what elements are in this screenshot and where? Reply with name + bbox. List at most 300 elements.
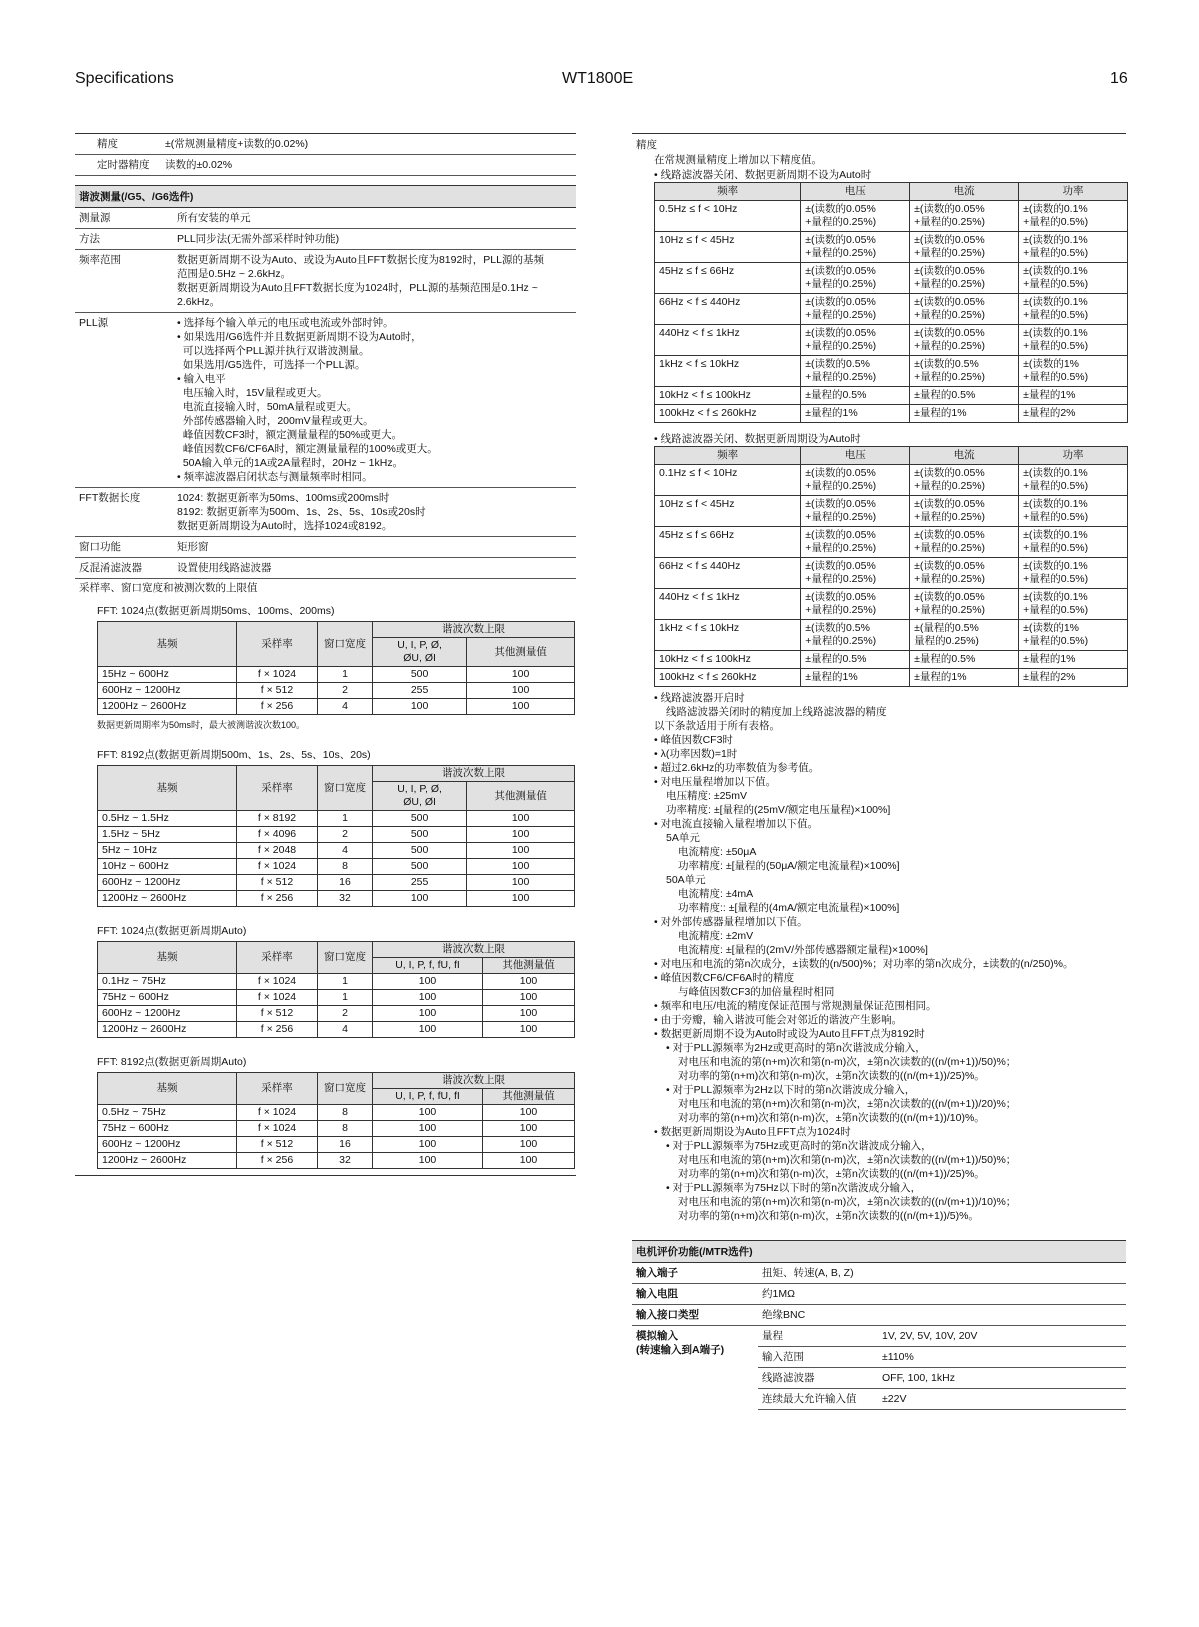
- table-cell: ±(读数的0.05% +量程的0.25%): [801, 558, 910, 589]
- fft-table-note: 数据更新周期率为50ms时，最大被测谐波次数100。: [97, 720, 306, 730]
- note-line: 电流精度: ±4mA: [678, 888, 754, 900]
- spec-value: [173, 208, 576, 229]
- analog-value: ±22V: [878, 1389, 1126, 1410]
- note-line: 功率精度: ±[量程的(25mV/额定电压量程)×100%]: [666, 804, 891, 816]
- table-cell: f × 1024: [237, 1105, 318, 1121]
- table-cell: 32: [318, 1153, 373, 1169]
- spec-label: 频率范围: [75, 250, 173, 313]
- table-row: [98, 699, 575, 715]
- accuracy-label: 精度: [636, 139, 657, 151]
- motor-row: [632, 1284, 1126, 1305]
- analog-value: 1V, 2V, 5V, 10V, 20V: [878, 1326, 1126, 1347]
- table-row: [655, 405, 1128, 423]
- table-cell: 600Hz ~ 1200Hz: [98, 1137, 237, 1153]
- accuracy-tables: [636, 167, 1122, 687]
- spec-line: 50A输入单元的1A或2A量程时，20Hz ~ 1kHz。: [177, 457, 404, 469]
- table-row: [98, 1105, 575, 1121]
- table-cell: 255: [373, 683, 467, 699]
- fft-table: [97, 1072, 575, 1169]
- table-cell: 1200Hz ~ 2600Hz: [98, 891, 237, 907]
- table-cell: ±(读数的0.1% +量程的0.5%): [1019, 465, 1128, 496]
- table-cell: 0.1Hz ≤ f < 10Hz: [655, 465, 801, 496]
- note-line: 功率精度: ±[量程的(50μA/额定电流量程)×100%]: [678, 860, 900, 872]
- header-section-title: Specifications: [75, 70, 174, 87]
- col-uip-header: U, I, P, Ø, ØU, ØI: [373, 782, 467, 811]
- spec-label: 反混淆滤波器: [75, 558, 173, 579]
- table-cell: f × 1024: [237, 667, 318, 683]
- table-cell: 45Hz ≤ f ≤ 66Hz: [655, 263, 801, 294]
- spec-line: 电压输入时，15V量程或更大。: [177, 387, 328, 399]
- table-cell: 600Hz ~ 1200Hz: [98, 683, 237, 699]
- spec-label: PLL源: [75, 313, 173, 488]
- table-cell: ±(读数的0.05% +量程的0.25%): [801, 496, 910, 527]
- col-base-header: 基频: [98, 622, 237, 667]
- table-cell: ±(读数的0.05% +量程的0.25%): [910, 201, 1019, 232]
- table-cell: 10Hz ≤ f < 45Hz: [655, 496, 801, 527]
- header-row: [98, 766, 575, 782]
- col-base-header: 基频: [98, 942, 237, 974]
- table-cell: 2: [318, 827, 373, 843]
- table-cell: 0.5Hz ≤ f < 10Hz: [655, 201, 801, 232]
- col-limit-header: 谐波次数上限: [373, 942, 575, 958]
- table-row: [98, 1022, 575, 1038]
- spec-value: [173, 313, 576, 488]
- table-cell: ±(读数的0.05% +量程的0.25%): [910, 232, 1019, 263]
- table-cell: 4: [318, 1022, 373, 1038]
- table-cell: ±量程的1%: [910, 669, 1019, 687]
- harmonic-section-title: 谐波测量(/G5、/G6选件): [75, 185, 576, 208]
- spec-line: 峰值因数CF6/CF6A时，额定测量量程的100%或更大。: [177, 443, 438, 455]
- table-cell: ±(读数的0.05% +量程的0.25%): [801, 232, 910, 263]
- col-other-header: 其他测量值: [467, 782, 575, 811]
- table-row: [655, 496, 1128, 527]
- table-cell: f × 256: [237, 699, 318, 715]
- table-cell: ±(读数的0.1% +量程的0.5%): [1019, 496, 1128, 527]
- fft-table: [97, 941, 575, 1038]
- note-line: 对电压和电流的第(n+m)次和第(n-m)次，±第n次读数的((n/(m+1))/10)%；: [678, 1196, 1017, 1208]
- table-cell: ±(读数的0.05% +量程的0.25%): [801, 527, 910, 558]
- left-column-end-rule: [75, 1175, 576, 1176]
- col-other-header: 其他测量值: [483, 1089, 575, 1105]
- motor-value: 约1MΩ: [758, 1284, 1126, 1305]
- spec-label: 方法: [75, 229, 173, 250]
- table-cell: 500: [373, 667, 467, 683]
- spec-row: [75, 134, 576, 155]
- table-row: [655, 669, 1128, 687]
- table-cell: 600Hz ~ 1200Hz: [98, 1006, 237, 1022]
- table-cell: 100: [467, 667, 575, 683]
- accuracy-block: [632, 133, 1126, 1226]
- accuracy-header-cell: 频率: [655, 183, 801, 201]
- table-cell: ±(读数的0.5% +量程的0.25%): [910, 356, 1019, 387]
- note-line: • 对于PLL源频率为75Hz以下时的第n次谐波成分输入，: [666, 1182, 922, 1194]
- spec-row: [75, 558, 576, 579]
- note-line: 50A单元: [666, 874, 706, 886]
- table-cell: 0.1Hz ~ 75Hz: [98, 974, 237, 990]
- motor-value: 绝缘BNC: [758, 1305, 1126, 1326]
- table-cell: 8: [318, 1121, 373, 1137]
- analog-value: OFF, 100, 1kHz: [878, 1368, 1126, 1389]
- table-row: [98, 1121, 575, 1137]
- motor-value: 扭矩、转速(A, B, Z): [758, 1263, 1126, 1284]
- table-cell: 100: [483, 990, 575, 1006]
- spec-line: • 频率滤波器启闭状态与测量频率时相同。: [177, 471, 373, 483]
- col-window-header: 窗口宽度: [318, 622, 373, 667]
- spec-line: 数据更新周期设为Auto时，选择1024或8192。: [177, 520, 393, 532]
- table-cell: 255: [373, 875, 467, 891]
- col-base-header: 基频: [98, 1073, 237, 1105]
- col-window-header: 窗口宽度: [318, 1073, 373, 1105]
- spec-row: [75, 229, 576, 250]
- table-cell: 100: [467, 811, 575, 827]
- fft-tables: [75, 603, 576, 1176]
- table-cell: ±(读数的0.1% +量程的0.5%): [1019, 232, 1128, 263]
- table-cell: 100: [373, 1006, 483, 1022]
- table-cell: ±量程的1%: [910, 405, 1019, 423]
- accuracy-header-cell: 电压: [801, 447, 910, 465]
- note-line: 线路滤波器关闭时的精度加上线路滤波器的精度: [666, 706, 887, 718]
- header-row: [98, 622, 575, 638]
- table-cell: ±(读数的0.1% +量程的0.5%): [1019, 263, 1128, 294]
- table-cell: 100kHz < f ≤ 260kHz: [655, 405, 801, 423]
- table-cell: ±量程的0.5%: [910, 387, 1019, 405]
- table-cell: 100: [467, 843, 575, 859]
- table-cell: 100: [467, 683, 575, 699]
- table-cell: 500: [373, 827, 467, 843]
- analog-input-label: 模拟输入 (转速输入到A端子): [636, 1330, 725, 1356]
- table-cell: ±量程的1%: [1019, 651, 1128, 669]
- table-cell: ±(读数的1% +量程的0.5%): [1019, 356, 1128, 387]
- table-cell: 100: [467, 859, 575, 875]
- table-cell: 1: [318, 974, 373, 990]
- note-line: 对功率的第(n+m)次和第(n-m)次，±第n次读数的((n/(m+1))/25)%。: [678, 1168, 985, 1180]
- table-cell: 1kHz < f ≤ 10kHz: [655, 356, 801, 387]
- table-cell: ±(读数的0.05% +量程的0.25%): [801, 465, 910, 496]
- table-cell: 100: [483, 1137, 575, 1153]
- table-row: [655, 589, 1128, 620]
- table-cell: 1: [318, 990, 373, 1006]
- table-cell: ±(读数的0.1% +量程的0.5%): [1019, 558, 1128, 589]
- accuracy-notes: [636, 691, 1122, 1223]
- note-line: 对功率的第(n+m)次和第(n-m)次，±第n次读数的((n/(m+1))/25)%。: [678, 1070, 985, 1082]
- table-cell: ±(读数的0.05% +量程的0.25%): [801, 201, 910, 232]
- note-line: • λ(功率因数)=1时: [654, 748, 738, 760]
- page-number: 16: [1110, 70, 1128, 87]
- table-cell: 100: [373, 974, 483, 990]
- table-row: [655, 465, 1128, 496]
- table-row: [655, 232, 1128, 263]
- table-cell: f × 2048: [237, 843, 318, 859]
- table-cell: ±(读数的0.05% +量程的0.25%): [910, 294, 1019, 325]
- table-cell: 100: [483, 1022, 575, 1038]
- note-line: 对功率的第(n+m)次和第(n-m)次，±第n次读数的((n/(m+1))/5)%。: [678, 1210, 979, 1222]
- table-cell: 1: [318, 811, 373, 827]
- table-cell: 66Hz < f ≤ 440Hz: [655, 558, 801, 589]
- header-row: [655, 447, 1128, 465]
- table-cell: 10kHz < f ≤ 100kHz: [655, 387, 801, 405]
- note-line: 电流精度: ±2mV: [678, 930, 754, 942]
- table-cell: 5Hz ~ 10Hz: [98, 843, 237, 859]
- spec-line: 8192: 数据更新率为500m、1s、2s、5s、10s或20s时: [177, 506, 426, 518]
- table-cell: 500: [373, 843, 467, 859]
- table-cell: 2: [318, 1006, 373, 1022]
- analog-key: 线路滤波器: [758, 1368, 878, 1389]
- fft-table-caption: FFT: 8192点(数据更新周期500m、1s、2s、5s、10s、20s): [97, 749, 371, 761]
- table-cell: 100: [483, 1006, 575, 1022]
- table-cell: ±(读数的0.05% +量程的0.25%): [910, 496, 1019, 527]
- table-cell: ±量程的1%: [801, 669, 910, 687]
- table-cell: 100: [373, 1121, 483, 1137]
- table-cell: ±量程的2%: [1019, 669, 1128, 687]
- table-cell: ±(读数的0.5% +量程的0.25%): [801, 620, 910, 651]
- table-cell: f × 512: [237, 875, 318, 891]
- table-cell: 100: [467, 699, 575, 715]
- note-line: 对电压和电流的第(n+m)次和第(n-m)次，±第n次读数的((n/(m+1))/50)%；: [678, 1154, 1017, 1166]
- spec-line: 范围是0.5Hz ~ 2.6kHz。: [177, 268, 292, 280]
- note-line: 电流精度: ±50μA: [678, 846, 757, 858]
- spec-label: FFT数据长度: [75, 488, 173, 537]
- motor-row: [632, 1305, 1126, 1326]
- table-cell: f × 1024: [237, 1121, 318, 1137]
- table-cell: 75Hz ~ 600Hz: [98, 990, 237, 1006]
- motor-spec-table: [632, 1263, 1126, 1410]
- table-cell: ±(读数的0.5% +量程的0.25%): [801, 356, 910, 387]
- table-cell: ±(量程的0.5% 量程的0.25%): [910, 620, 1019, 651]
- fft-table: [97, 765, 575, 907]
- spec-line: PLL同步法(无需外部采样时钟功能): [177, 233, 340, 245]
- table-cell: 1kHz < f ≤ 10kHz: [655, 620, 801, 651]
- table-cell: 100: [483, 974, 575, 990]
- table-cell: 0.5Hz ~ 1.5Hz: [98, 811, 237, 827]
- fft-table-caption: FFT: 8192点(数据更新周期Auto): [97, 1056, 247, 1068]
- table-row: [98, 811, 575, 827]
- table-cell: 500: [373, 859, 467, 875]
- spec-line: • 选择每个输入单元的电压或电流或外部时钟。: [177, 317, 394, 329]
- note-line: • 频率和电压/电流的精度保证范围与常规测量保证范围相同。: [654, 1000, 937, 1012]
- table-cell: ±(读数的0.05% +量程的0.25%): [801, 589, 910, 620]
- table-cell: f × 1024: [237, 990, 318, 1006]
- table-cell: 440Hz < f ≤ 1kHz: [655, 325, 801, 356]
- note-line: • 对电流直接输入量程增加以下值。: [654, 818, 819, 830]
- header-row: [98, 942, 575, 958]
- table-cell: ±量程的0.5%: [910, 651, 1019, 669]
- table-cell: f × 256: [237, 1022, 318, 1038]
- table-row: [655, 558, 1128, 589]
- note-line: • 对于PLL源频率为2Hz以下时的第n次谐波成分输入，: [666, 1084, 916, 1096]
- spec-line: 矩形窗: [177, 541, 209, 553]
- left-column: [75, 133, 576, 1176]
- spec-row: [75, 208, 576, 229]
- analog-key: 量程: [758, 1326, 878, 1347]
- accuracy-table-caption: • 线路滤波器关闭、数据更新周期设为Auto时: [654, 433, 861, 445]
- col-rate-header: 采样率: [237, 622, 318, 667]
- table-cell: ±(读数的0.1% +量程的0.5%): [1019, 294, 1128, 325]
- table-cell: 1.5Hz ~ 5Hz: [98, 827, 237, 843]
- accuracy-header-cell: 功率: [1019, 447, 1128, 465]
- table-row: [98, 1137, 575, 1153]
- table-row: [98, 1153, 575, 1169]
- spec-row: [75, 313, 576, 488]
- col-limit-header: 谐波次数上限: [373, 622, 575, 638]
- table-cell: f × 1024: [237, 859, 318, 875]
- accuracy-header-cell: 功率: [1019, 183, 1128, 201]
- motor-analog-row: [632, 1326, 1126, 1347]
- note-line: 电流精度: ±[量程的(2mV/外部传感器额定量程)×100%]: [678, 944, 928, 956]
- spec-line: • 输入电平: [177, 373, 226, 385]
- table-cell: ±(读数的0.1% +量程的0.5%): [1019, 527, 1128, 558]
- spec-line: 1024: 数据更新率为50ms、100ms或200ms时: [177, 492, 390, 504]
- table-cell: 500: [373, 811, 467, 827]
- spec-line: • 如果选用/G6选件并且数据更新周期不设为Auto时，: [177, 331, 422, 343]
- table-cell: 8: [318, 1105, 373, 1121]
- motor-label: 输入端子: [632, 1263, 758, 1284]
- table-cell: 100: [373, 1137, 483, 1153]
- table-cell: 4: [318, 843, 373, 859]
- table-cell: 1200Hz ~ 2600Hz: [98, 1153, 237, 1169]
- accuracy-header-cell: 电压: [801, 183, 910, 201]
- spec-line: 峰值因数CF3时，额定测量量程的50%或更大。: [177, 429, 403, 441]
- col-rate-header: 采样率: [237, 942, 318, 974]
- accuracy-intro: 在常规测量精度上增加以下精度值。: [654, 154, 822, 166]
- note-line: • 对电压和电流的第n次成分，±读数的(n/500)%；对功率的第n次成分，±读数的(n/250)%。: [654, 958, 1074, 970]
- note-line: • 对电压量程增加以下值。: [654, 776, 777, 788]
- header-row: [98, 1073, 575, 1089]
- table-row: [98, 827, 575, 843]
- table-cell: 32: [318, 891, 373, 907]
- table-cell: f × 512: [237, 683, 318, 699]
- note-line: • 线路滤波器开启时: [654, 692, 745, 704]
- harmonic-spec-table: [75, 208, 576, 579]
- note-line: • 对于PLL源频率为2Hz或更高时的第n次谐波成分输入，: [666, 1042, 926, 1054]
- note-line: • 数据更新周期不设为Auto时或设为Auto且FFT点为8192时: [654, 1028, 925, 1040]
- table-cell: ±(读数的0.05% +量程的0.25%): [801, 325, 910, 356]
- col-rate-header: 采样率: [237, 1073, 318, 1105]
- table-row: [98, 875, 575, 891]
- spec-line: 2.6kHz。: [177, 296, 221, 308]
- table-cell: 100kHz < f ≤ 260kHz: [655, 669, 801, 687]
- table-cell: 8: [318, 859, 373, 875]
- analog-key: 连续最大允许输入值: [758, 1389, 878, 1410]
- table-row: [655, 651, 1128, 669]
- spec-label: 窗口功能: [75, 537, 173, 558]
- accuracy-header-cell: 电流: [910, 447, 1019, 465]
- note-line: • 数据更新周期设为Auto且FFT点为1024时: [654, 1126, 851, 1138]
- table-cell: ±(读数的0.05% +量程的0.25%): [910, 527, 1019, 558]
- col-window-header: 窗口宽度: [318, 766, 373, 811]
- spec-value: [173, 488, 576, 537]
- spec-line: 数据更新周期不设为Auto、或设为Auto且FFT数据长度为8192时，PLL源的基频: [177, 254, 544, 266]
- limit-note: 采样率、窗口宽度和被测次数的上限值: [79, 582, 258, 594]
- table-cell: f × 512: [237, 1137, 318, 1153]
- table-cell: 2: [318, 683, 373, 699]
- note-line: 电压精度: ±25mV: [666, 790, 748, 802]
- table-row: [655, 356, 1128, 387]
- table-cell: ±量程的0.5%: [801, 651, 910, 669]
- table-cell: ±量程的2%: [1019, 405, 1128, 423]
- table-cell: f × 4096: [237, 827, 318, 843]
- col-uip-header: U, I, P, f, fU, fI: [373, 1089, 483, 1105]
- note-line: 对功率的第(n+m)次和第(n-m)次，±第n次读数的((n/(m+1))/10)%。: [678, 1112, 985, 1124]
- table-cell: 16: [318, 875, 373, 891]
- spec-line: 数据更新周期设为Auto且FFT数据长度为1024时，PLL源的基频范围是0.1Hz ~: [177, 282, 538, 294]
- table-cell: ±(读数的0.05% +量程的0.25%): [910, 589, 1019, 620]
- spec-line: 设置使用线路滤波器: [177, 562, 272, 574]
- note-line: 对电压和电流的第(n+m)次和第(n-m)次，±第n次读数的((n/(m+1))/20)%；: [678, 1098, 1017, 1110]
- table-cell: f × 512: [237, 1006, 318, 1022]
- table-cell: 0.5Hz ~ 75Hz: [98, 1105, 237, 1121]
- table-cell: ±(读数的0.05% +量程的0.25%): [910, 325, 1019, 356]
- table-cell: 1200Hz ~ 2600Hz: [98, 1022, 237, 1038]
- accuracy-header-cell: 电流: [910, 183, 1019, 201]
- table-cell: 100: [467, 891, 575, 907]
- spec-line: 如果选用/G5选件，可选择一个PLL源。: [177, 359, 366, 371]
- table-row: [655, 620, 1128, 651]
- table-cell: 1: [318, 667, 373, 683]
- note-line: • 对外部传感器量程增加以下值。: [654, 916, 808, 928]
- table-cell: 16: [318, 1137, 373, 1153]
- table-cell: ±(读数的0.05% +量程的0.25%): [801, 263, 910, 294]
- spec-line: 外部传感器输入时，200mV量程或更大。: [177, 415, 374, 427]
- table-row: [98, 843, 575, 859]
- table-cell: 75Hz ~ 600Hz: [98, 1121, 237, 1137]
- spec-label: 精度: [75, 134, 161, 155]
- table-cell: 10Hz ~ 600Hz: [98, 859, 237, 875]
- spec-label: 定时器精度: [75, 155, 161, 176]
- note-line: • 由于旁瓣，输入谐波可能会对邻近的谐波产生影响。: [654, 1014, 903, 1026]
- accuracy-table: [654, 446, 1128, 687]
- col-limit-header: 谐波次数上限: [373, 1073, 575, 1089]
- spec-line: 电流直接输入时，50mA量程或更大。: [177, 401, 358, 413]
- note-line: • 峰值因数CF3时: [654, 734, 733, 746]
- header-row: [655, 183, 1128, 201]
- table-cell: f × 8192: [237, 811, 318, 827]
- note-line: • 峰值因数CF6/CF6A时的精度: [654, 972, 795, 984]
- header-model-name: WT1800E: [562, 70, 634, 87]
- col-other-header: 其他测量值: [483, 958, 575, 974]
- table-cell: 440Hz < f ≤ 1kHz: [655, 589, 801, 620]
- table-cell: 100: [373, 1153, 483, 1169]
- table-cell: ±(读数的0.05% +量程的0.25%): [910, 558, 1019, 589]
- spec-row: [75, 155, 576, 176]
- table-cell: 100: [483, 1153, 575, 1169]
- table-cell: 100: [373, 1105, 483, 1121]
- spec-value: [173, 229, 576, 250]
- table-cell: ±(读数的0.1% +量程的0.5%): [1019, 325, 1128, 356]
- table-cell: 100: [373, 1022, 483, 1038]
- table-cell: 1200Hz ~ 2600Hz: [98, 699, 237, 715]
- table-cell: 4: [318, 699, 373, 715]
- note-line: 与峰值因数CF3的加倍量程时相同: [678, 986, 835, 998]
- table-row: [655, 387, 1128, 405]
- table-row: [98, 667, 575, 683]
- table-cell: ±(读数的0.1% +量程的0.5%): [1019, 589, 1128, 620]
- spec-line: 可以选择两个PLL源并执行双谐波测量。: [177, 345, 370, 357]
- table-row: [98, 990, 575, 1006]
- table-row: [98, 1006, 575, 1022]
- table-cell: 15Hz ~ 600Hz: [98, 667, 237, 683]
- col-uip-header: U, I, P, f, fU, fI: [373, 958, 483, 974]
- table-cell: ±量程的0.5%: [801, 387, 910, 405]
- analog-key: 输入范围: [758, 1347, 878, 1368]
- table-row: [655, 201, 1128, 232]
- motor-row: [632, 1263, 1126, 1284]
- col-other-header: 其他测量值: [467, 638, 575, 667]
- table-cell: 100: [373, 891, 467, 907]
- spec-value: [173, 250, 576, 313]
- table-cell: 100: [483, 1121, 575, 1137]
- table-cell: 10Hz ≤ f < 45Hz: [655, 232, 801, 263]
- col-window-header: 窗口宽度: [318, 942, 373, 974]
